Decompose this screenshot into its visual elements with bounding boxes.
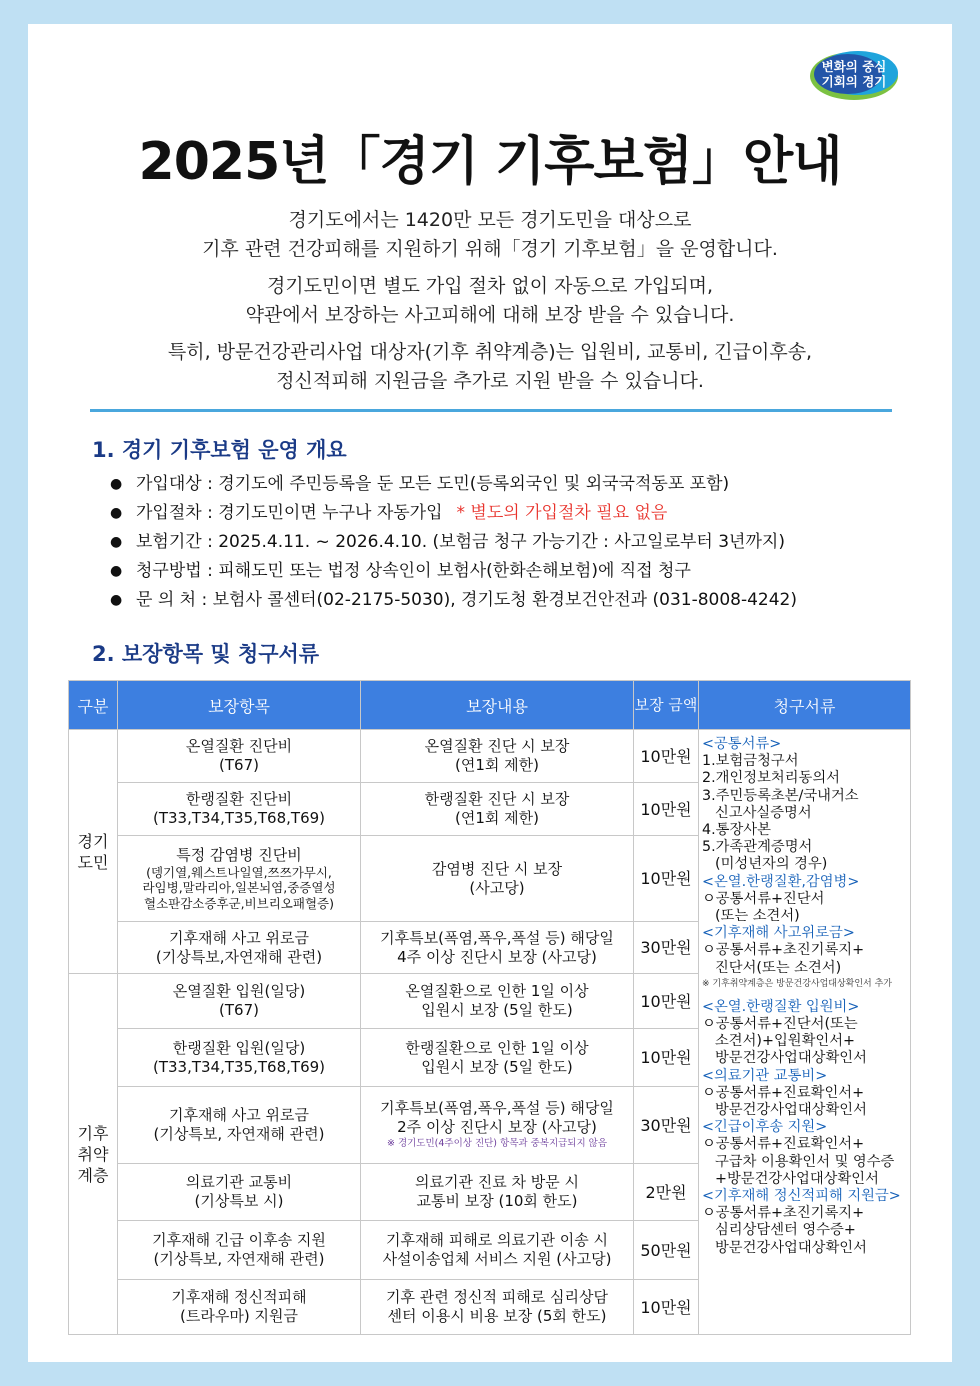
item-name: 특정 감염병 진단비 bbox=[176, 845, 302, 864]
category-text: 기후 bbox=[77, 1123, 109, 1143]
content-line: 기후 관련 정신적 피해로 심리상담 bbox=[386, 1288, 608, 1306]
item-name: 의료기관 교통비 bbox=[185, 1173, 293, 1191]
content-note: ※ 경기도민(4주이상 진단) 항목과 중복지급되지 않음 bbox=[386, 1138, 608, 1149]
coverage-table bbox=[68, 680, 911, 1335]
intro-line: 특히, 방문건강관리사업 대상자(기후 취약계층)는 입원비, 교통비, 긴급이후송, bbox=[167, 341, 813, 363]
content-line: 입원시 보장 (5일 한도) bbox=[421, 1001, 573, 1019]
docs-line: 5.가족관계증명서 bbox=[702, 839, 813, 856]
list-item-text: 보험기간 : 2025.4.11. ~ 2026.4.10. (보험금 청구 가능기간 : 사고일로부터 3년까지) bbox=[136, 532, 785, 552]
content-line: 기후특보(폭염,폭우,폭설 등) 해당일 bbox=[380, 928, 614, 947]
page-title: 2025년「경기 기후보험」안내 bbox=[138, 132, 842, 192]
amount-cell: 10만원 bbox=[634, 974, 699, 1029]
docs-cell bbox=[699, 730, 911, 1335]
bullet-icon: ● bbox=[110, 592, 123, 608]
gyeonggi-logo bbox=[808, 46, 900, 102]
item-sub: (기상특보 시) bbox=[194, 1192, 284, 1210]
content-line: 의료기관 진료 차 방문 시 bbox=[415, 1173, 579, 1191]
divider bbox=[90, 409, 892, 412]
content-line: 입원시 보장 (5일 한도) bbox=[421, 1057, 573, 1076]
item-sub: (기상특보, 자연재해 관련) bbox=[153, 1250, 325, 1268]
header-item: 보장항목 bbox=[118, 681, 361, 730]
intro-line: 약관에서 보장하는 사고피해에 대해 보장 받을 수 있습니다. bbox=[245, 304, 735, 326]
item-sub: (T67) bbox=[219, 1001, 259, 1019]
item-sub: (기상특보, 자연재해 관련) bbox=[153, 1125, 325, 1143]
content-cell bbox=[361, 1164, 634, 1221]
bullet-icon: ● bbox=[110, 534, 123, 550]
docs-line: 방문건강사업대상확인서 bbox=[715, 1050, 867, 1067]
amount-cell: 30만원 bbox=[634, 1087, 699, 1164]
docs-heading: <공통서류> bbox=[702, 736, 782, 752]
category-cell bbox=[69, 974, 118, 1335]
item-sub: (트라우마) 지원금 bbox=[180, 1307, 298, 1325]
amount-cell: 10만원 bbox=[634, 836, 699, 922]
amount-cell: 50만원 bbox=[634, 1221, 699, 1280]
amount-cell: 10만원 bbox=[634, 1029, 699, 1087]
docs-line: (또는 소견서) bbox=[715, 908, 800, 925]
item-sub: 라임병,말라리아,일본뇌염,중증열성 bbox=[142, 880, 336, 896]
item-cell bbox=[118, 730, 361, 783]
category-text: 경기 bbox=[77, 831, 109, 851]
docs-line: 방문건강사업대상확인서 bbox=[715, 1239, 867, 1256]
amount-cell: 10만원 bbox=[634, 730, 699, 783]
docs-line: 심리상담센터 영수증+ bbox=[715, 1222, 856, 1239]
item-cell bbox=[118, 836, 361, 922]
header-docs: 청구서류 bbox=[699, 681, 911, 730]
content-cell bbox=[361, 783, 634, 836]
docs-line: 신고사실증명서 bbox=[715, 804, 812, 821]
content-line: 한랭질환으로 인한 1일 이상 bbox=[405, 1038, 589, 1057]
content-line: 4주 이상 진단시 보장 (사고당) bbox=[397, 947, 597, 966]
docs-line: ㅇ공통서류+진단서 bbox=[702, 890, 825, 907]
docs-line: 4.통장사본 bbox=[702, 822, 771, 839]
docs-heading: <긴급이후송 지원> bbox=[702, 1119, 828, 1136]
item-name: 기후재해 정신적피해 bbox=[171, 1288, 307, 1306]
item-name: 한랭질환 입원(일당) bbox=[172, 1038, 306, 1057]
amount-cell: 10만원 bbox=[634, 1280, 699, 1335]
intro-paragraph-1 bbox=[28, 206, 952, 264]
docs-line: ㅇ공통서류+초진기록지+ bbox=[702, 942, 865, 959]
content-line: 온열질환으로 인한 1일 이상 bbox=[405, 982, 589, 1000]
header-amount: 보장 금액 bbox=[634, 681, 699, 730]
docs-line: ㅇ공통서류+초진기록지+ bbox=[702, 1205, 865, 1222]
list-item bbox=[110, 528, 930, 557]
item-name: 기후재해 긴급 이후송 지원 bbox=[152, 1231, 326, 1249]
table-row bbox=[69, 730, 911, 783]
docs-line: ㅇ공통서류+진료확인서+ bbox=[702, 1136, 865, 1153]
content-cell bbox=[361, 974, 634, 1029]
content-line: 한랭질환 진단 시 보장 bbox=[424, 790, 570, 808]
content-line: 2주 이상 진단시 보장 (사고당) bbox=[397, 1118, 597, 1136]
docs-heading: <온열.한랭질환,감염병> bbox=[702, 873, 860, 890]
content-line: 기후특보(폭염,폭우,폭설 등) 해당일 bbox=[380, 1099, 614, 1117]
item-sub: 혈소판감소증후군,비브리오패혈증) bbox=[144, 895, 334, 911]
intro-line: 기후 관련 건강피해를 지원하기 위해「경기 기후보험」을 운영합니다. bbox=[202, 238, 778, 260]
notice-page bbox=[28, 24, 952, 1362]
item-sub: (기상특보,자연재해 관련) bbox=[155, 947, 323, 966]
content-cell bbox=[361, 1280, 634, 1335]
content-line: (연1회 제한) bbox=[455, 809, 539, 827]
list-item bbox=[110, 499, 930, 528]
bullet-icon: ● bbox=[110, 505, 123, 521]
logo-line-2: 기회의 경기 bbox=[821, 74, 887, 89]
content-line: 감염병 진단 시 보장 bbox=[431, 859, 563, 878]
content-cell bbox=[361, 922, 634, 974]
header-category: 구분 bbox=[69, 681, 118, 730]
docs-line: 구급차 이용확인서 및 영수증 bbox=[715, 1153, 895, 1170]
docs-line: (미성년자의 경우) bbox=[715, 856, 828, 873]
amount-cell: 2만원 bbox=[634, 1164, 699, 1221]
section-1-title: 1. 경기 기후보험 운영 개요 bbox=[92, 438, 347, 462]
content-line: 교통비 보장 (10회 한도) bbox=[416, 1192, 578, 1210]
content-cell bbox=[361, 1087, 634, 1164]
item-sub: (T67) bbox=[219, 756, 259, 774]
list-item bbox=[110, 586, 930, 615]
item-name: 온열질환 진단비 bbox=[185, 737, 293, 755]
docs-line: ㅇ공통서류+진단서(또는 bbox=[702, 1016, 858, 1033]
intro-line: 경기도민이면 별도 가입 절차 없이 자동으로 가입되며, bbox=[266, 275, 714, 297]
item-sub: (뎅기열,웨스트나일열,쯔쯔가무시, bbox=[146, 864, 332, 880]
amount-cell: 10만원 bbox=[634, 783, 699, 836]
category-text: 취약 bbox=[77, 1144, 109, 1164]
logo-line-1: 변화의 중심 bbox=[821, 59, 887, 74]
content-cell bbox=[361, 836, 634, 922]
content-line: (연1회 제한) bbox=[455, 756, 539, 774]
item-cell bbox=[118, 1029, 361, 1087]
docs-heading: <기후재해 사고위로금> bbox=[702, 925, 855, 942]
intro-paragraph-3 bbox=[28, 338, 952, 396]
overview-list bbox=[110, 470, 930, 615]
section-2-title: 2. 보장항목 및 청구서류 bbox=[92, 642, 320, 666]
docs-line: 1.보험금청구서 bbox=[702, 753, 799, 770]
docs-heading: <온열.한랭질환 입원비> bbox=[702, 998, 860, 1015]
content-line: 기후재해 피해로 의료기관 이송 시 bbox=[386, 1231, 608, 1249]
item-sub: (T33,T34,T35,T68,T69) bbox=[152, 1057, 326, 1076]
content-cell bbox=[361, 1029, 634, 1087]
docs-heading: <의료기관 교통비> bbox=[702, 1067, 828, 1084]
intro-paragraph-2 bbox=[28, 272, 952, 330]
red-note: * 별도의 가입절차 필요 없음 bbox=[456, 503, 668, 523]
content-line: 센터 이용시 비용 보장 (5회 한도) bbox=[387, 1307, 607, 1325]
item-name: 기후재해 사고 위로금 bbox=[169, 928, 309, 947]
content-line: 사설이송업체 서비스 지원 (사고당) bbox=[382, 1250, 612, 1268]
bullet-icon: ● bbox=[110, 563, 123, 579]
item-cell bbox=[118, 1280, 361, 1335]
category-text: 계층 bbox=[77, 1165, 109, 1185]
docs-line: 소견서)+입원확인서+ bbox=[715, 1033, 856, 1050]
content-line: 온열질환 진단 시 보장 bbox=[424, 737, 570, 755]
item-name: 기후재해 사고 위로금 bbox=[169, 1106, 309, 1124]
docs-line: +방문건강사업대상확인서 bbox=[715, 1170, 879, 1187]
list-item bbox=[110, 470, 930, 499]
item-cell bbox=[118, 974, 361, 1029]
list-item-text: 문 의 처 : 보험사 콜센터(02-2175-5030), 경기도청 환경보건안전과 (031-8008-4242) bbox=[136, 590, 798, 610]
item-name: 온열질환 입원(일당) bbox=[172, 982, 306, 1000]
intro-line: 경기도에서는 1420만 모든 경기도민을 대상으로 bbox=[288, 209, 692, 231]
item-cell bbox=[118, 922, 361, 974]
table-header-row bbox=[69, 681, 911, 730]
item-sub: (T33,T34,T35,T68,T69) bbox=[152, 809, 326, 827]
item-cell bbox=[118, 1221, 361, 1280]
header-content: 보장내용 bbox=[361, 681, 634, 730]
docs-heading: <기후재해 정신적피해 지원금> bbox=[702, 1188, 901, 1205]
docs-note: ※ 기후취약계층은 방문건강사업대상확인서 추가 bbox=[702, 978, 893, 989]
list-item-text: 가입대상 : 경기도에 주민등록을 둔 모든 도민(등록외국인 및 외국국적동포 포함) bbox=[136, 474, 730, 494]
list-item-text: 청구방법 : 피해도민 또는 법정 상속인이 보험사(한화손해보험)에 직접 청구 bbox=[136, 561, 691, 581]
bullet-icon: ● bbox=[110, 476, 123, 492]
item-cell bbox=[118, 1087, 361, 1164]
content-cell bbox=[361, 1221, 634, 1280]
docs-line: 3.주민등록초본/국내거소 bbox=[702, 787, 859, 804]
docs-line: 진단서(또는 소견서) bbox=[715, 959, 842, 976]
docs-line: 2.개인정보처리동의서 bbox=[702, 770, 840, 787]
content-cell bbox=[361, 730, 634, 783]
amount-cell: 30만원 bbox=[634, 922, 699, 974]
content-line: (사고당) bbox=[469, 878, 525, 897]
docs-line: 방문건강사업대상확인서 bbox=[715, 1102, 867, 1119]
intro-line: 정신적피해 지원금을 추가로 지원 받을 수 있습니다. bbox=[276, 370, 704, 392]
docs-line: ㅇ공통서류+진료확인서+ bbox=[702, 1084, 865, 1101]
list-item bbox=[110, 557, 930, 586]
item-cell bbox=[118, 1164, 361, 1221]
logo-text bbox=[808, 46, 900, 102]
item-name: 한랭질환 진단비 bbox=[185, 790, 293, 808]
category-cell bbox=[69, 730, 118, 974]
item-cell bbox=[118, 783, 361, 836]
category-text: 도민 bbox=[77, 852, 109, 872]
list-item-text: 가입절차 : 경기도민이면 누구나 자동가입 bbox=[136, 503, 443, 523]
